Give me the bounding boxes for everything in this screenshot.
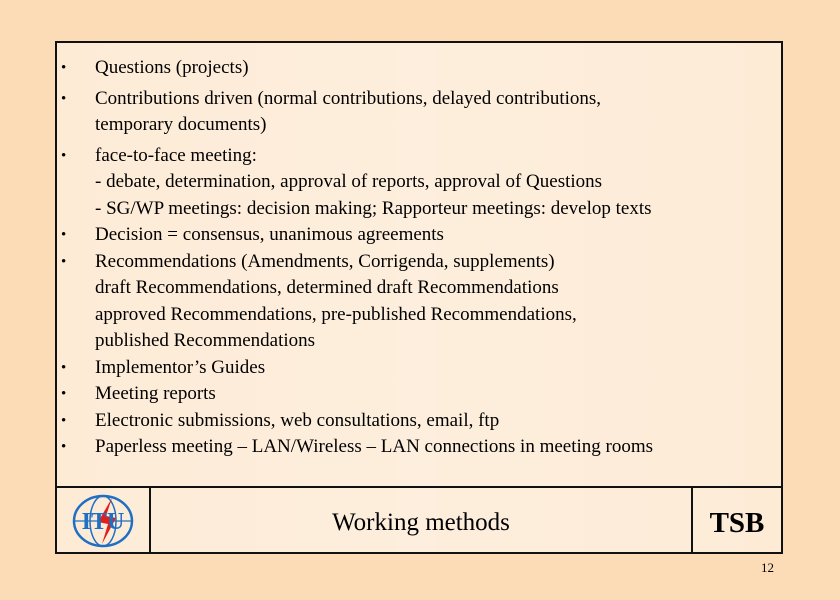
itu-logo-icon [66, 492, 140, 550]
bullet-line: Electronic submissions, web consultations, email, ftp [95, 409, 500, 431]
bullet-list [57, 55, 785, 461]
bullet-dot-icon: • [61, 253, 67, 270]
itu-logo-text: ITU [81, 509, 125, 535]
itu-logo [57, 488, 151, 554]
bullet-line: approved Recommendations, pre-published Recommendations, [95, 303, 577, 325]
bullet-line: temporary documents) [95, 114, 267, 135]
bullet-dot-icon: • [61, 227, 67, 243]
bullet-text [95, 355, 785, 382]
bullet-item [57, 86, 785, 139]
bullet-line: published Recommendations [95, 330, 316, 351]
bullet-text [95, 249, 785, 355]
bullet-dot-icon: • [61, 386, 67, 402]
bullet-item [57, 222, 785, 249]
slide-frame [55, 41, 783, 554]
bullet-text [95, 408, 785, 435]
page-number: 12 [761, 560, 774, 575]
bullet-line: Contributions driven (normal contributions, delayed contributions, [95, 87, 602, 109]
bullet-line: Decision = consensus, unanimous agreements [95, 224, 444, 245]
bullet-line: face-to-face meeting: [95, 144, 257, 166]
bullet-item [57, 55, 785, 82]
bullet-dot-icon: • [61, 439, 67, 455]
org-label: TSB [691, 488, 781, 554]
bullet-item [57, 249, 785, 355]
bullet-line: Implementor’s Guides [95, 356, 266, 378]
bullet-dot-icon: • [61, 90, 67, 107]
bullet-item [57, 434, 785, 461]
bullet-line: draft Recommendations, determined draft Recommendations [95, 277, 559, 298]
bullet-text [95, 86, 785, 139]
footer-bar [57, 486, 781, 554]
bullet-item [57, 408, 785, 435]
bullet-text [95, 381, 785, 408]
bullet-line: Recommendations (Amendments, Corrigenda, supplements) [95, 250, 555, 272]
bullet-dot-icon: • [61, 147, 67, 164]
bullet-dot-icon: • [61, 60, 67, 76]
bullet-line: Meeting reports [95, 383, 216, 404]
bullet-line: Paperless meeting – LAN/Wireless – LAN connections in meeting rooms [95, 436, 654, 457]
bullet-text [95, 143, 785, 223]
bullet-text [95, 434, 785, 461]
bullet-item [57, 355, 785, 382]
bullet-line: - debate, determination, approval of reports, approval of Questions [95, 171, 603, 192]
bullet-dot-icon: • [61, 359, 67, 376]
bullet-item [57, 381, 785, 408]
slide-title: Working methods [332, 509, 510, 536]
bullet-line: Questions (projects) [95, 57, 249, 78]
bullet-text [95, 55, 785, 82]
bullet-line: - SG/WP meetings: decision making; Rapporteur meetings: develop texts [95, 197, 652, 219]
bullet-text [95, 222, 785, 249]
bullet-dot-icon: • [61, 412, 67, 429]
bullet-item [57, 143, 785, 223]
